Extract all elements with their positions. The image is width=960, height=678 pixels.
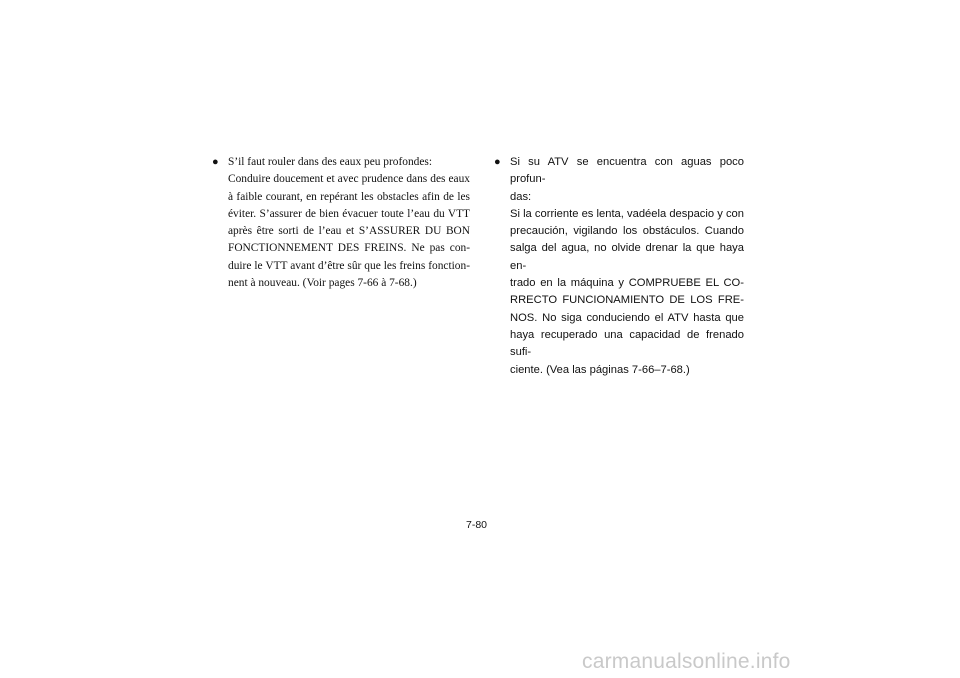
french-line: duire le VTT avant d’être sûr que les freins fonction- (228, 259, 470, 272)
spanish-line: das: (510, 190, 532, 203)
spanish-line: precaución, vigilando los obstáculos. Cuando (510, 225, 744, 238)
bullet-icon: ● (212, 156, 219, 168)
spanish-bullet-item (494, 154, 744, 379)
spanish-column (494, 154, 744, 379)
french-line: nent à nouveau. (Voir pages 7-66 à 7-68.) (228, 277, 417, 290)
french-column (212, 154, 470, 292)
page-number: 7-80 (466, 519, 488, 531)
spanish-line: NOS. No siga conduciendo el ATV hasta que (510, 311, 744, 324)
spanish-line: haya recuperado una capacidad de frenado sufi- (510, 328, 744, 359)
spanish-line: salga del agua, no olvide drenar la que haya en- (510, 242, 744, 272)
bullet-icon: ● (494, 156, 501, 168)
spanish-line: Si la corriente es lenta, vadéela despacio y con (510, 207, 744, 220)
french-line: à faible courant, en repérant les obstacles afin de les (228, 190, 470, 203)
french-line: FONCTIONNEMENT DES FREINS. Ne pas con- (228, 242, 470, 255)
watermark: carmanualsonline.info (582, 650, 791, 673)
french-line: Conduire doucement et avec prudence dans des eaux (228, 173, 470, 186)
french-line: S’il faut rouler dans des eaux peu profondes: (228, 156, 433, 168)
spanish-line: RRECTO FUNCIONAMIENTO DE LOS FRE- (510, 294, 744, 307)
french-bullet-item (212, 154, 470, 292)
spanish-line: trado en la máquina y COMPRUEBE EL CO- (510, 277, 744, 290)
spanish-line: ciente. (Vea las páginas 7-66–7-68.) (510, 363, 690, 376)
french-line: après être sorti de l’eau et S’ASSURER DU BON (228, 225, 470, 238)
spanish-line: Si su ATV se encuentra con aguas poco profun- (510, 156, 744, 186)
french-line: éviter. S’assurer de bien évacuer toute l’eau du VTT (228, 207, 470, 220)
